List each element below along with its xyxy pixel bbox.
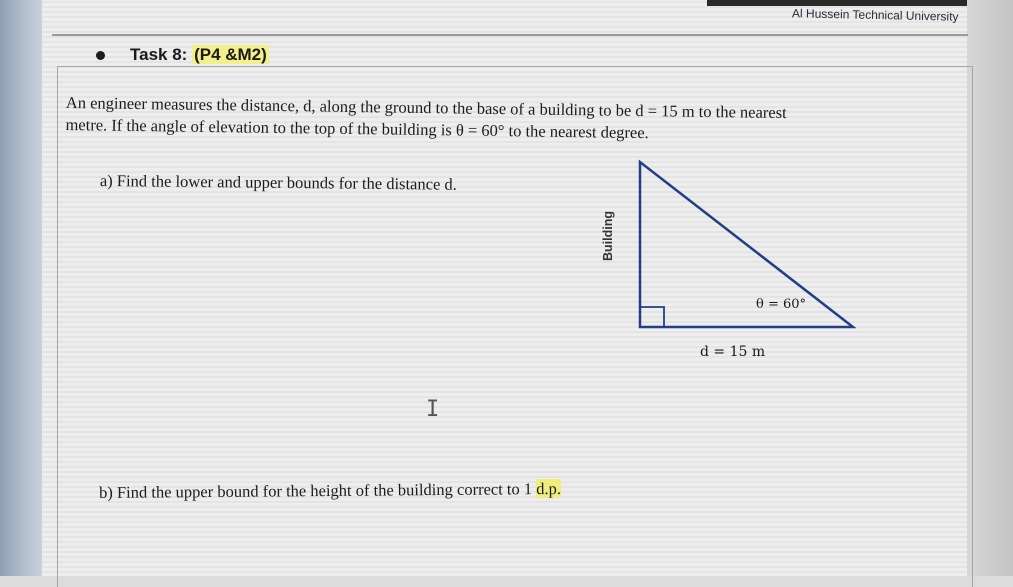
distance-label: d = 15 m xyxy=(700,344,766,360)
part-b-text: b) Find the upper bound for the height of the building correct to 1 xyxy=(99,479,537,502)
text-cursor-icon: I xyxy=(426,397,440,422)
question-line-1: An engineer measures the distance, d, along the ground to the base of a building to be d = 15 m to the nearest xyxy=(65,92,787,123)
building-label: Building xyxy=(601,211,615,261)
part-b xyxy=(99,479,561,503)
triangle-outline xyxy=(640,162,853,327)
part-a: a) Find the lower and upper bounds for the distance d. xyxy=(99,171,457,194)
task-title: Task 8: xyxy=(130,45,188,64)
university-name: Al Hussein Technical University xyxy=(791,6,959,24)
part-b-highlight: d.p. xyxy=(536,478,562,499)
question-line-2: metre. If the angle of elevation to the top of the building is θ = 60° to the nearest degree. xyxy=(65,114,649,143)
right-angle-marker xyxy=(640,307,664,327)
angle-label: θ = 60° xyxy=(756,297,807,312)
task-codes: (P4 &M2) xyxy=(194,45,267,64)
